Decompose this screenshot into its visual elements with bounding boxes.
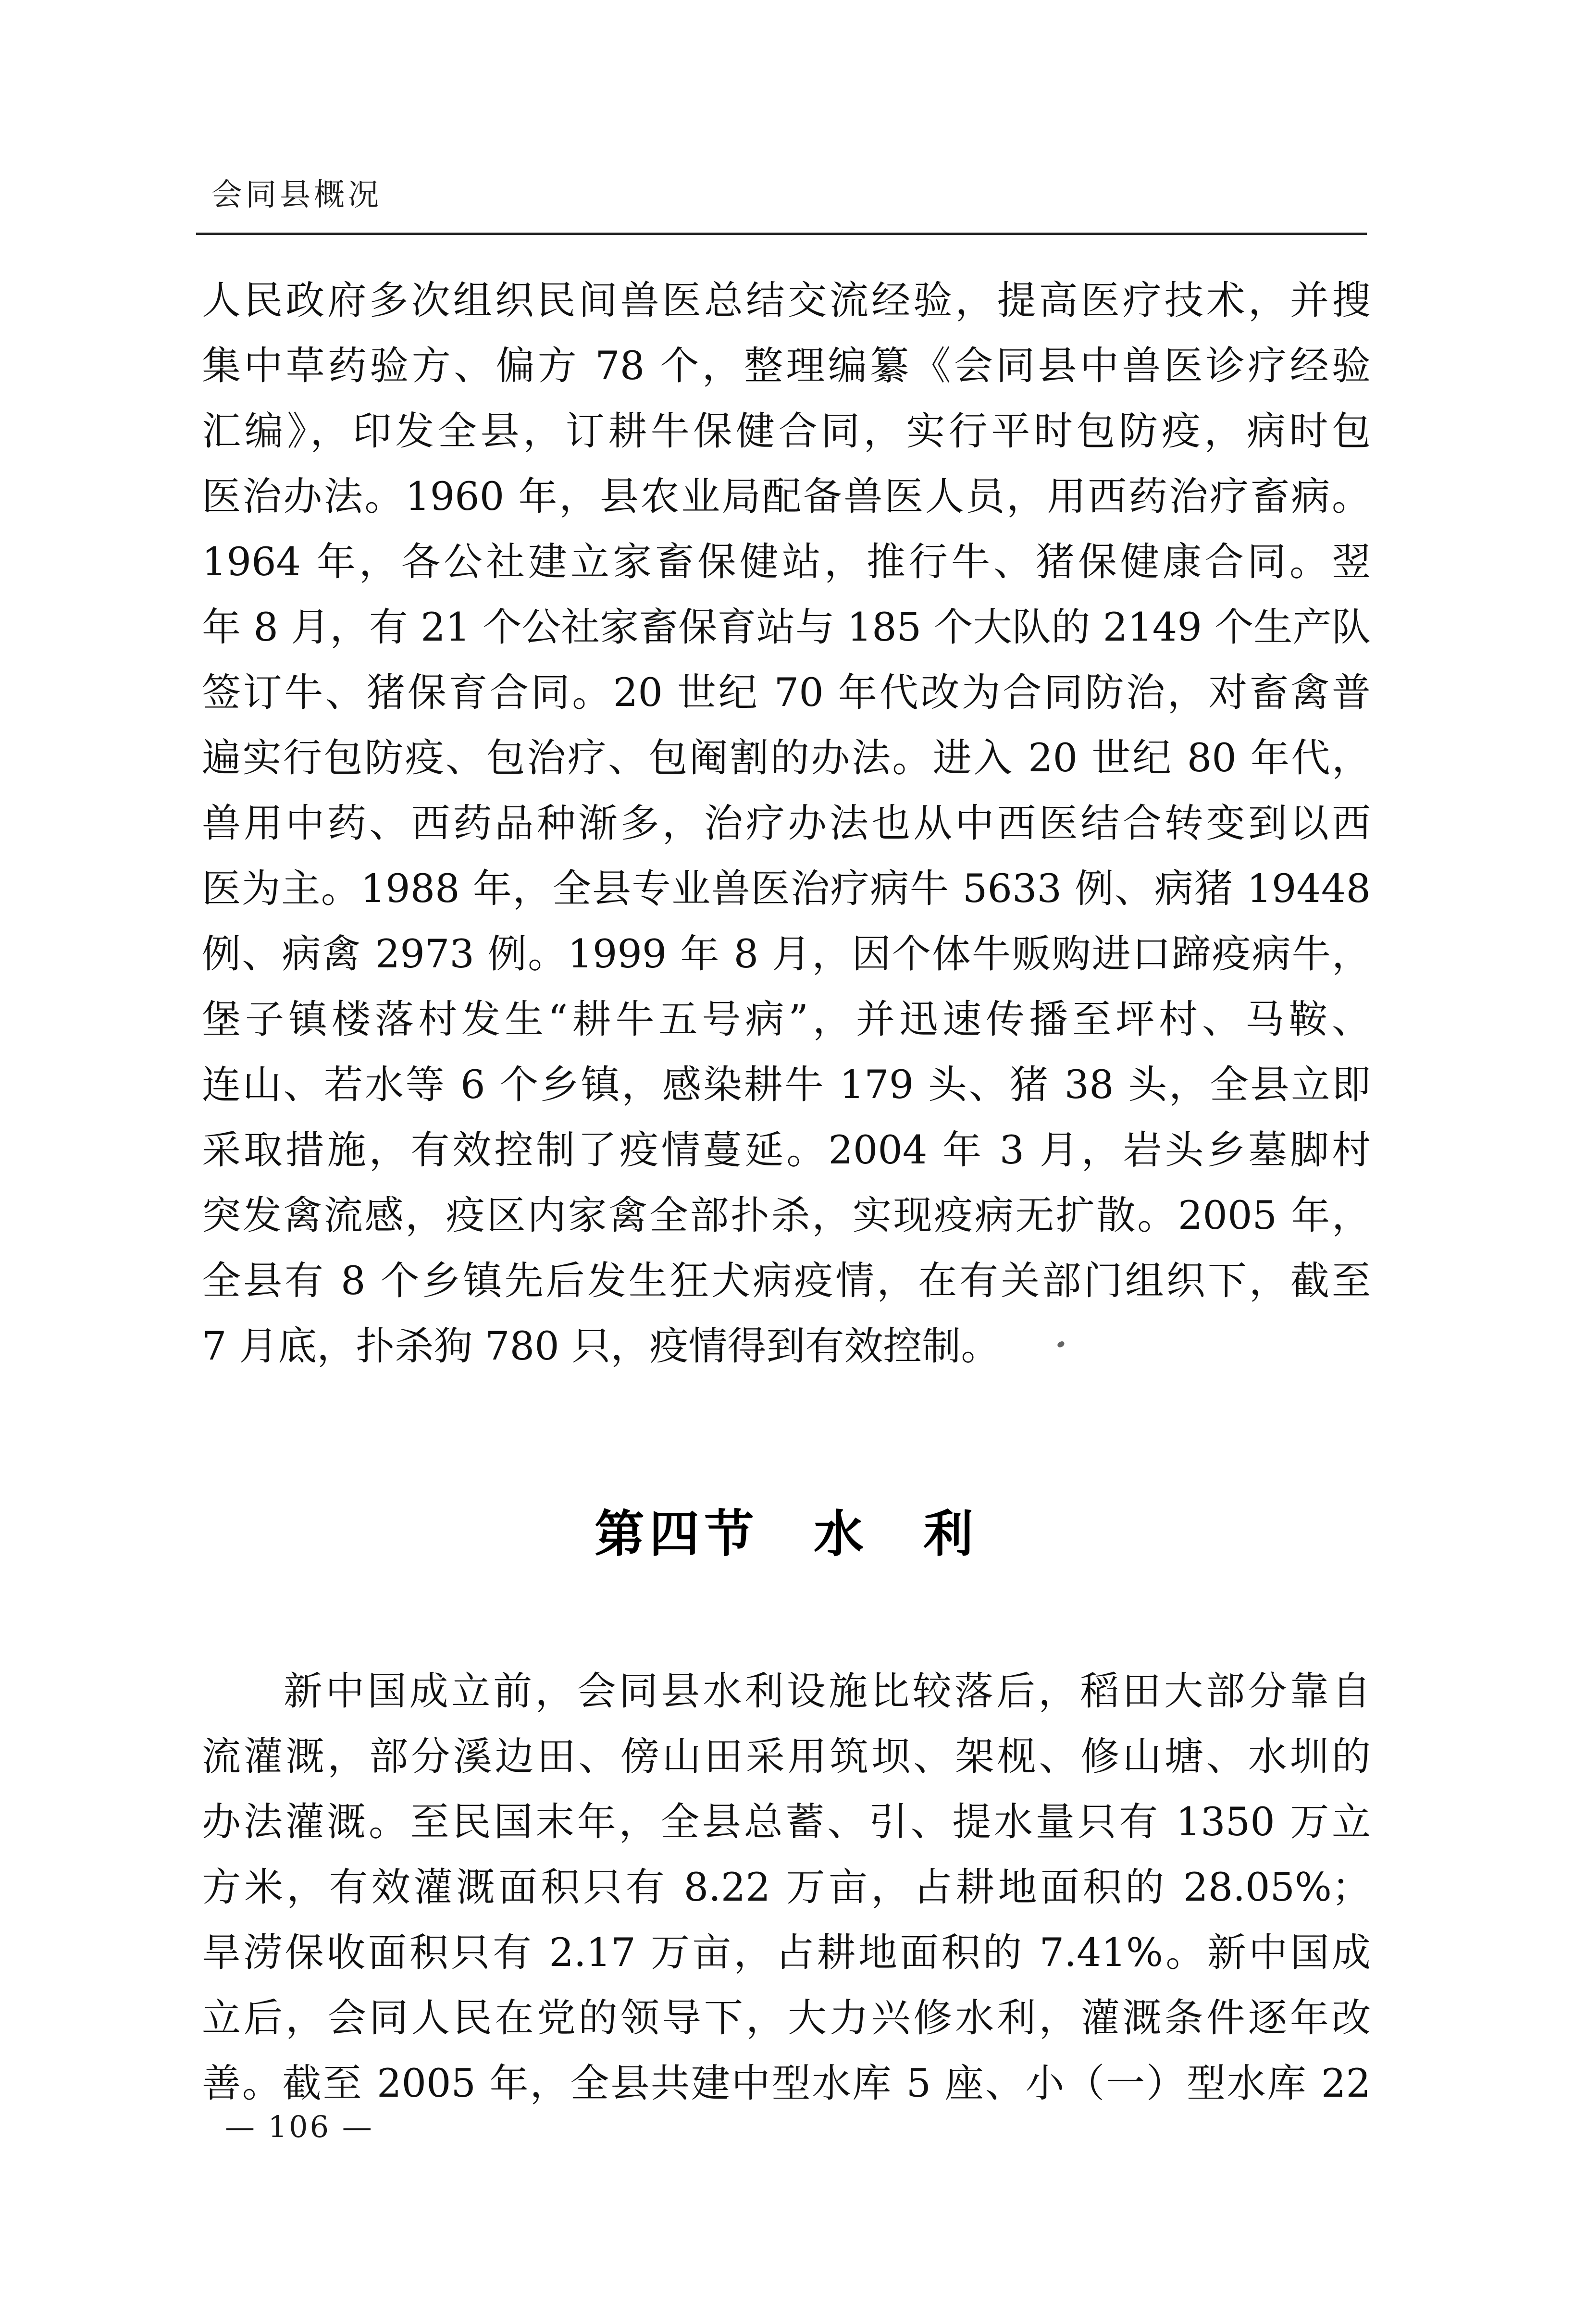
text-line: 人民政府多次组织民间兽医总结交流经验，提高医疗技术，并搜 — [202, 278, 1371, 323]
text-line: 例、病禽 2973 例。1999 年 8 月，因个体牛贩购进口蹄疫病牛， — [202, 932, 1371, 977]
header-rule — [196, 233, 1367, 235]
text-line: 新中国成立前，会同县水利设施比较落后，稻田大部分靠自 — [284, 1669, 1371, 1714]
text-line: 医为主。1988 年，全县专业兽医治疗病牛 5633 例、病猪 19448 — [202, 866, 1371, 912]
text-line: 采取措施，有效控制了疫情蔓延。2004 年 3 月，岩头乡墓脚村 — [202, 1128, 1371, 1173]
text-line: 年 8 月，有 21 个公社家畜保育站与 185 个大队的 2149 个生产队 — [202, 605, 1371, 650]
text-line: 旱涝保收面积只有 2.17 万亩，占耕地面积的 7.41%。新中国成 — [202, 1930, 1371, 1976]
text-line: 办法灌溉。至民国末年，全县总蓄、引、提水量只有 1350 万立 — [202, 1800, 1371, 1845]
section-title: 第四节 水 利 — [594, 1505, 978, 1563]
text-line: 1964 年，各公社建立家畜保健站，推行牛、猪保健康合同。翌 — [202, 540, 1371, 585]
text-line: 善。截至 2005 年，全县共建中型水库 5 座、小（一）型水库 22 — [202, 2061, 1371, 2106]
running-header: 会同县概况 — [211, 177, 382, 213]
text-line: 全县有 8 个乡镇先后发生狂犬病疫情，在有关部门组织下，截至 — [202, 1259, 1371, 1304]
text-line: 汇编》，印发全县，订耕牛保健合同，实行平时包防疫，病时包 — [202, 409, 1371, 454]
text-line: 方米，有效灌溉面积只有 8.22 万亩，占耕地面积的 28.05%； — [202, 1865, 1371, 1910]
text-line: 遍实行包防疫、包治疗、包阉割的办法。进入 20 世纪 80 年代， — [202, 736, 1371, 781]
text-line: 突发禽流感，疫区内家禽全部扑杀，实现疫病无扩散。2005 年， — [202, 1193, 1371, 1238]
text-line: 连山、若水等 6 个乡镇，感染耕牛 179 头、猪 38 头，全县立即 — [202, 1063, 1371, 1108]
text-line: 医治办法。1960 年，县农业局配备兽医人员，用西药治疗畜病。 — [202, 474, 1371, 519]
text-line: 流灌溉，部分溪边田、傍山田采用筑坝、架枧、修山塘、水圳的 — [202, 1734, 1371, 1780]
text-line: 7 月底，扑杀狗 780 只，疫情得到有效控制。 — [202, 1324, 1000, 1369]
paragraph-veterinary-epidemic — [202, 268, 1371, 1379]
paragraph-water-conservancy — [202, 1659, 1371, 2116]
text-line: 堡子镇楼落村发生“耕牛五号病”，并迅速传播至坪村、马鞍、 — [202, 997, 1371, 1042]
text-line: 签订牛、猪保育合同。20 世纪 70 年代改为合同防治，对畜禽普 — [202, 670, 1371, 716]
text-line: 兽用中药、西药品种渐多，治疗办法也从中西医结合转变到以西 — [202, 801, 1371, 846]
text-line: 集中草药验方、偏方 78 个，整理编纂《会同县中兽医诊疗经验 — [202, 344, 1371, 389]
page-number: — 106 — — [225, 2109, 374, 2144]
text-line: 立后，会同人民在党的领导下，大力兴修水利，灌溉条件逐年改 — [202, 1996, 1371, 2041]
